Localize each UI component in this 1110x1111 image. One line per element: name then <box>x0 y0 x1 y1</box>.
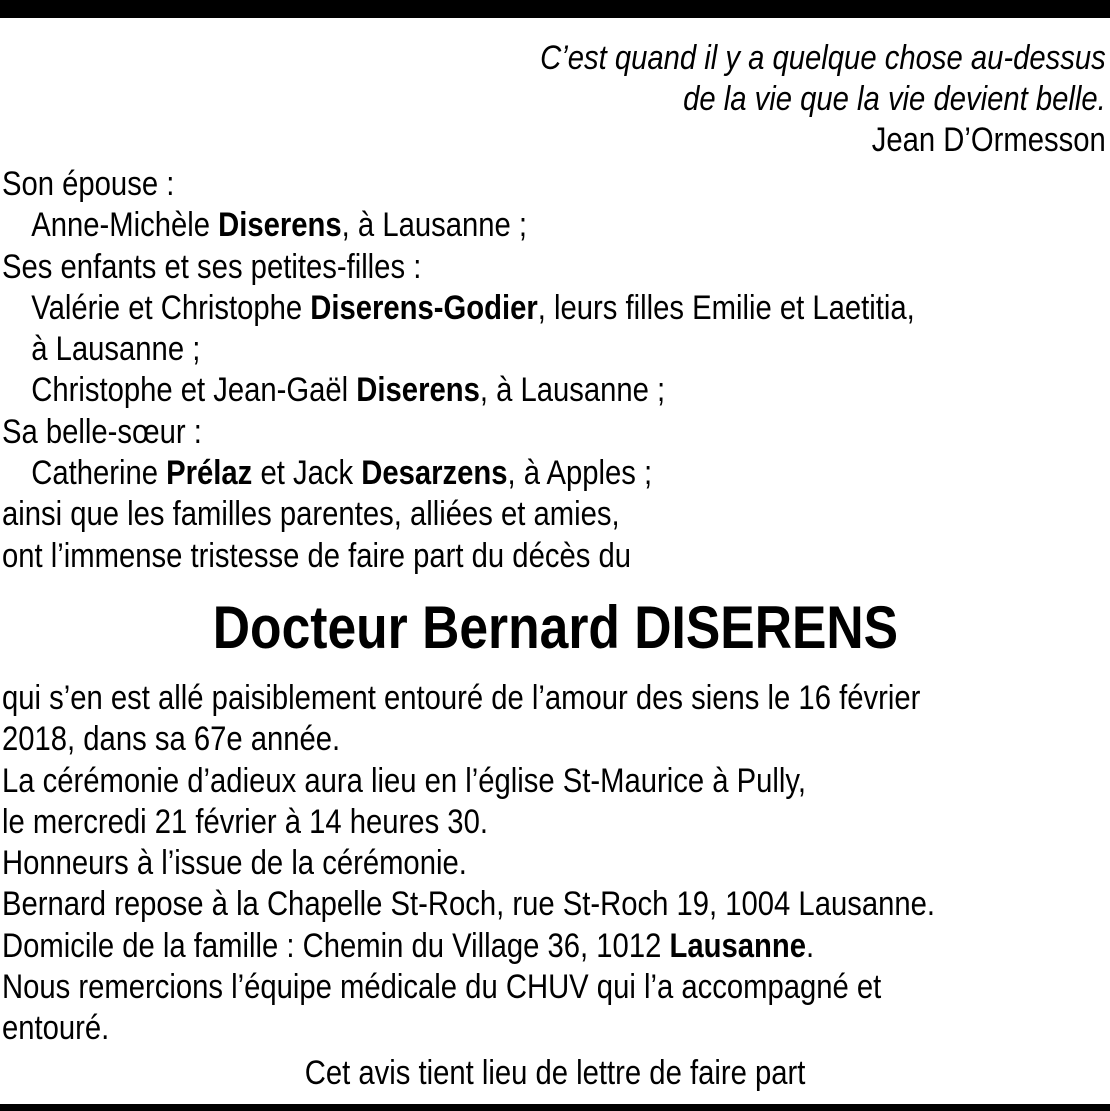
closing-line-1: ainsi que les familles parentes, alliées et amies, <box>2 495 620 534</box>
spouse-first-name: Anne-Michèle <box>31 206 219 245</box>
child1-line <box>2 288 915 329</box>
child2-location: , à Lausanne ; <box>479 371 666 410</box>
details-line-1: qui s’en est allé paisiblement entouré de l’amour des siens le 16 février <box>2 679 921 717</box>
details-line-2: 2018, dans sa 67e année. <box>2 720 341 759</box>
epigraph-line-2: de la vie que la vie devient belle. <box>683 80 1106 118</box>
footer-note-text: Cet avis tient lieu de lettre de faire part <box>304 1054 806 1092</box>
child2-line <box>2 370 915 411</box>
partner-surname: Desarzens <box>361 454 508 493</box>
family-announcement <box>2 164 915 577</box>
child2-names: Christophe et Jean-Gaël <box>31 371 357 410</box>
child2-surname: Diserens <box>356 371 480 410</box>
epigraph-line-1: C’est quand il y a quelque chose au-dessus <box>540 39 1106 77</box>
spouse-location: , à Lausanne ; <box>341 206 528 245</box>
child1-surname: Diserens-Godier <box>310 288 538 327</box>
sister-in-law-heading: Sa belle-sœur : <box>2 412 202 451</box>
deceased-name-heading <box>0 592 1110 664</box>
family-city: Lausanne <box>669 926 806 965</box>
details-line-7 <box>2 926 935 967</box>
sister-in-law-surname: Prélaz <box>166 454 253 493</box>
family-address: Domicile de la famille : Chemin du Village 36, 1012 <box>2 926 670 965</box>
spouse-line <box>2 205 915 246</box>
details-line-3: La cérémonie d’adieux aura lieu en l’église St-Maurice à Pully, <box>2 761 806 800</box>
deceased-name: Docteur Bernard DISERENS <box>212 594 898 661</box>
sister-in-law-location: , à Apples ; <box>507 454 653 493</box>
footer-note <box>0 1053 1110 1094</box>
sister-in-law-line <box>2 453 915 494</box>
details-line-9: entouré. <box>2 1009 110 1048</box>
child1-details: , leurs filles Emilie et Laetitia, <box>537 288 915 327</box>
partner-first-name: et Jack <box>252 454 362 493</box>
ceremony-details <box>2 678 935 1050</box>
top-rule <box>0 0 1110 18</box>
child1-continuation: à Lausanne ; <box>31 330 201 369</box>
details-line-8: Nous remercions l’équipe médicale du CHUV qui l’a accompagné et <box>2 968 882 1007</box>
bottom-rule <box>0 1104 1110 1111</box>
epigraph-author: Jean D’Ormesson <box>871 121 1106 159</box>
closing-line-2: ont l’immense tristesse de faire part du décès du <box>2 536 631 575</box>
spouse-heading: Son épouse : <box>2 165 175 203</box>
family-address-end: . <box>805 926 815 965</box>
epigraph <box>540 38 1106 161</box>
children-heading: Ses enfants et ses petites-filles : <box>2 247 422 286</box>
spouse-surname: Diserens <box>218 206 342 245</box>
sister-in-law-first-name: Catherine <box>31 454 167 493</box>
child1-names: Valérie et Christophe <box>31 288 311 327</box>
details-line-5: Honneurs à l’issue de la cérémonie. <box>2 844 467 883</box>
details-line-4: le mercredi 21 février à 14 heures 30. <box>2 802 488 841</box>
details-line-6: Bernard repose à la Chapelle St-Roch, rue St-Roch 19, 1004 Lausanne. <box>2 885 936 924</box>
